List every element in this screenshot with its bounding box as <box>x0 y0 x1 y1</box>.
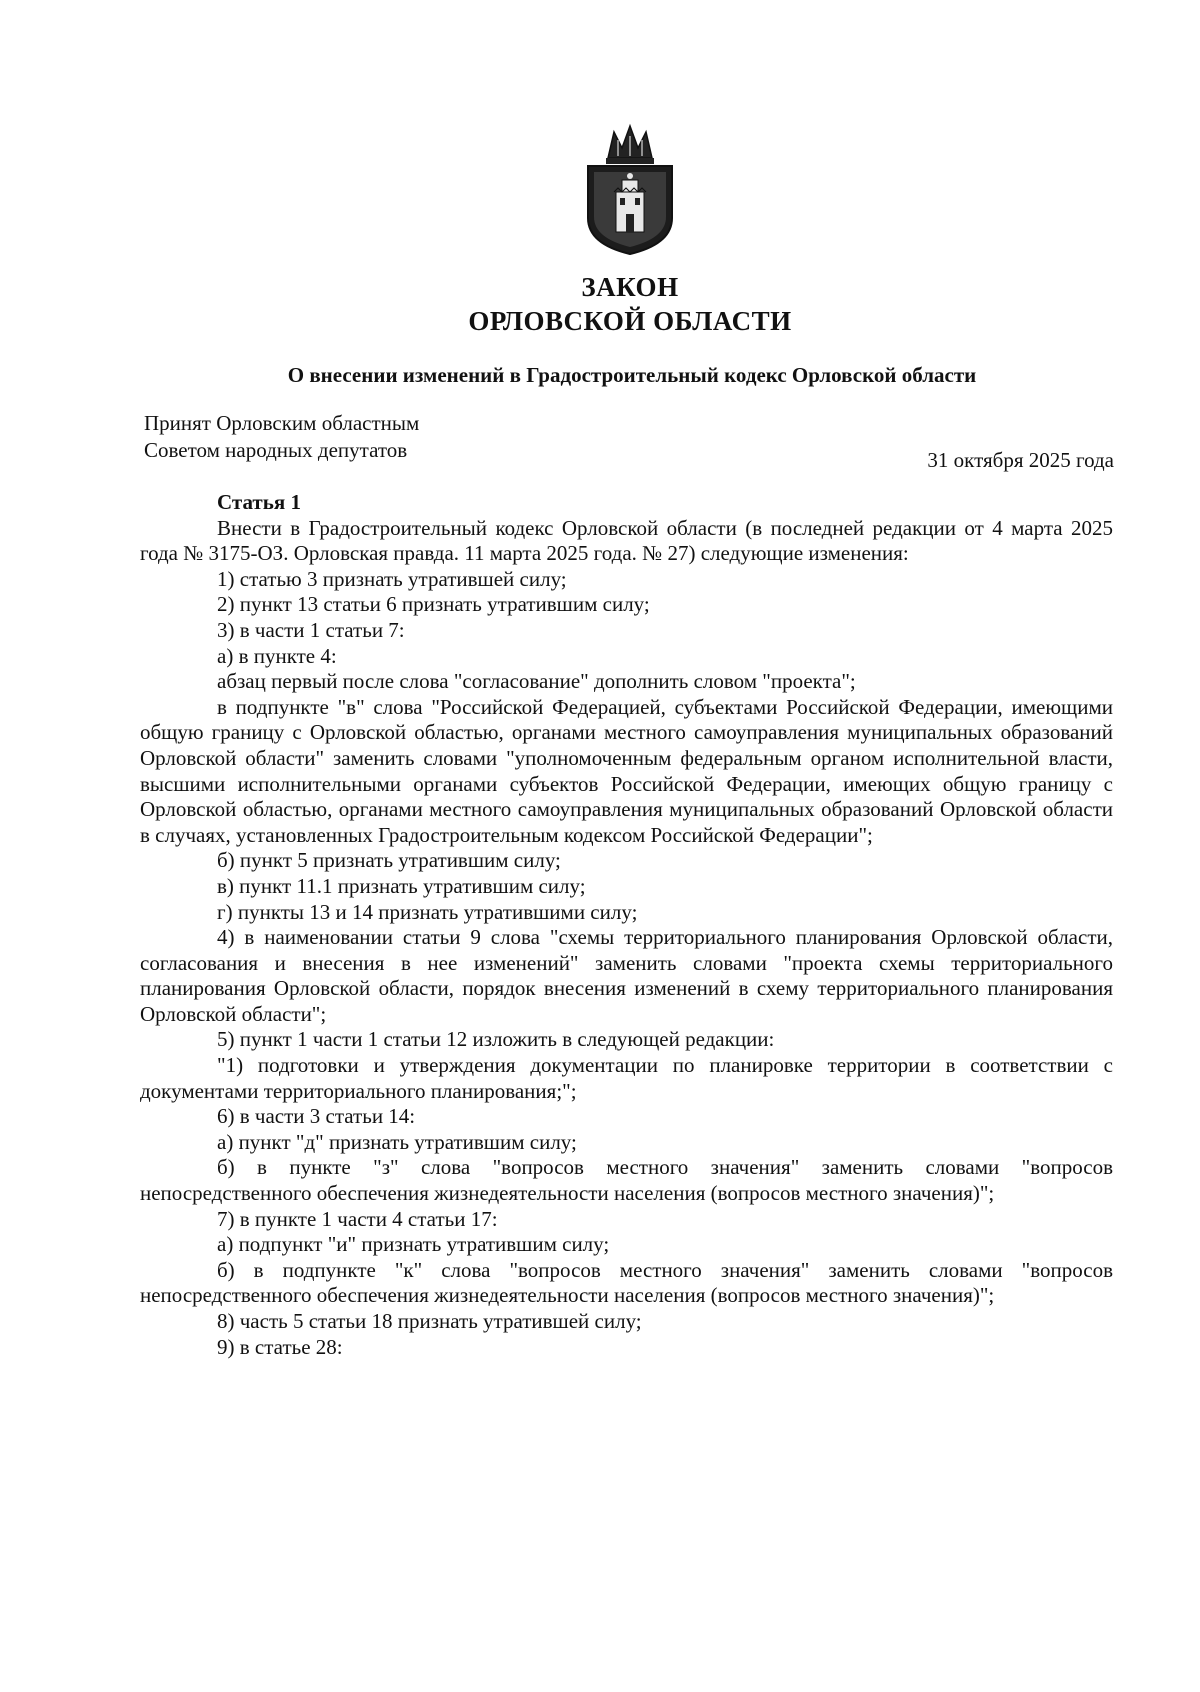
paragraph: 9) в статье 28: <box>217 1334 343 1359</box>
paragraph: 7) в пункте 1 части 4 статьи 17: <box>217 1206 498 1231</box>
law-subtitle: О внесении изменений в Градостроительный кодекс Орловской области <box>287 363 977 387</box>
paragraph: 2) пункт 13 статьи 6 признать утратившим силу; <box>217 592 650 617</box>
paragraph: абзац первый после слова "согласование" дополнить словом "проекта"; <box>217 669 856 694</box>
adoption-line1: Принят Орловским областным <box>144 411 420 435</box>
paragraph: 5) пункт 1 части 1 статьи 12 изложить в следующей редакции: <box>217 1027 775 1052</box>
paragraph: в) пункт 11.1 признать утратившим силу; <box>217 873 586 898</box>
paragraph: 1) статью 3 признать утратившей силу; <box>217 566 567 591</box>
paragraph: а) пункт "д" признать утратившим силу; <box>217 1129 577 1154</box>
paragraph: в подпункте "в" слова "Российской Федерацией, субъектами Российской Федерации, имеющими общую границу с Орловской областью, органами местного самоуправления муниципальных образований Орловской области" заменить словами "уполномоченным федеральным органом исполнительной власти, высшими исполнительными органами субъектов Российской Федерации, имеющих общую границу с Орловской областью, органами местного самоуправления муниципальных образований Орловской области в случаях, установленных Градостроительным кодексом Российской Федерации"; <box>140 694 1113 847</box>
paragraph: "1) подготовки и утверждения документации по планировке территории в соответствии с документами территориального планирования;"; <box>140 1053 1113 1103</box>
law-body <box>140 490 1113 1360</box>
paragraph: а) в пункте 4: <box>217 643 337 668</box>
paragraph: Внести в Градостроительный кодекс Орловской области (в последней редакции от 4 марта 2025 года № 3175-ОЗ. Орловская правда. 11 марта 2025 года. № 27) следующие изменения: <box>140 515 1113 566</box>
adoption-info <box>144 410 419 464</box>
paragraph: а) подпункт "и" признать утратившим силу; <box>217 1232 610 1257</box>
law-title-line1: ЗАКОН <box>581 272 679 302</box>
law-title-line2: ОРЛОВСКОЙ ОБЛАСТИ <box>468 306 792 336</box>
adoption-line2: Советом народных депутатов <box>144 438 408 462</box>
paragraph: 4) в наименовании статьи 9 слова "схемы территориального планирования Орловской области, согласования и внесения в нее изменений" заменить словами "проекта схемы территориального планирования Орловской области, порядок внесения изменений в схему территориального планирования Орловской области"; <box>140 925 1113 1026</box>
orel-oblast-coat-of-arms-icon <box>578 118 682 258</box>
paragraph: б) в пункте "з" слова "вопросов местного значения" заменить словами "вопросов непосредственного обеспечения жизнедеятельности населения (вопросов местного значения)"; <box>140 1155 1113 1206</box>
paragraph: 6) в части 3 статьи 14: <box>217 1104 416 1129</box>
adoption-date: 31 октября 2025 года <box>927 448 1114 472</box>
paragraph: 3) в части 1 статьи 7: <box>217 617 405 642</box>
paragraph: б) пункт 5 признать утратившим силу; <box>217 848 561 873</box>
paragraph: 8) часть 5 статьи 18 признать утратившей силу; <box>217 1309 642 1333</box>
paragraph: б) в подпункте "к" слова "вопросов местного значения" заменить словами "вопросов непосредственного обеспечения жизнедеятельности населения (вопросов местного значения)"; <box>140 1257 1113 1308</box>
paragraph: г) пункты 13 и 14 признать утратившими силу; <box>217 899 638 924</box>
article-heading: Статья 1 <box>217 490 301 514</box>
